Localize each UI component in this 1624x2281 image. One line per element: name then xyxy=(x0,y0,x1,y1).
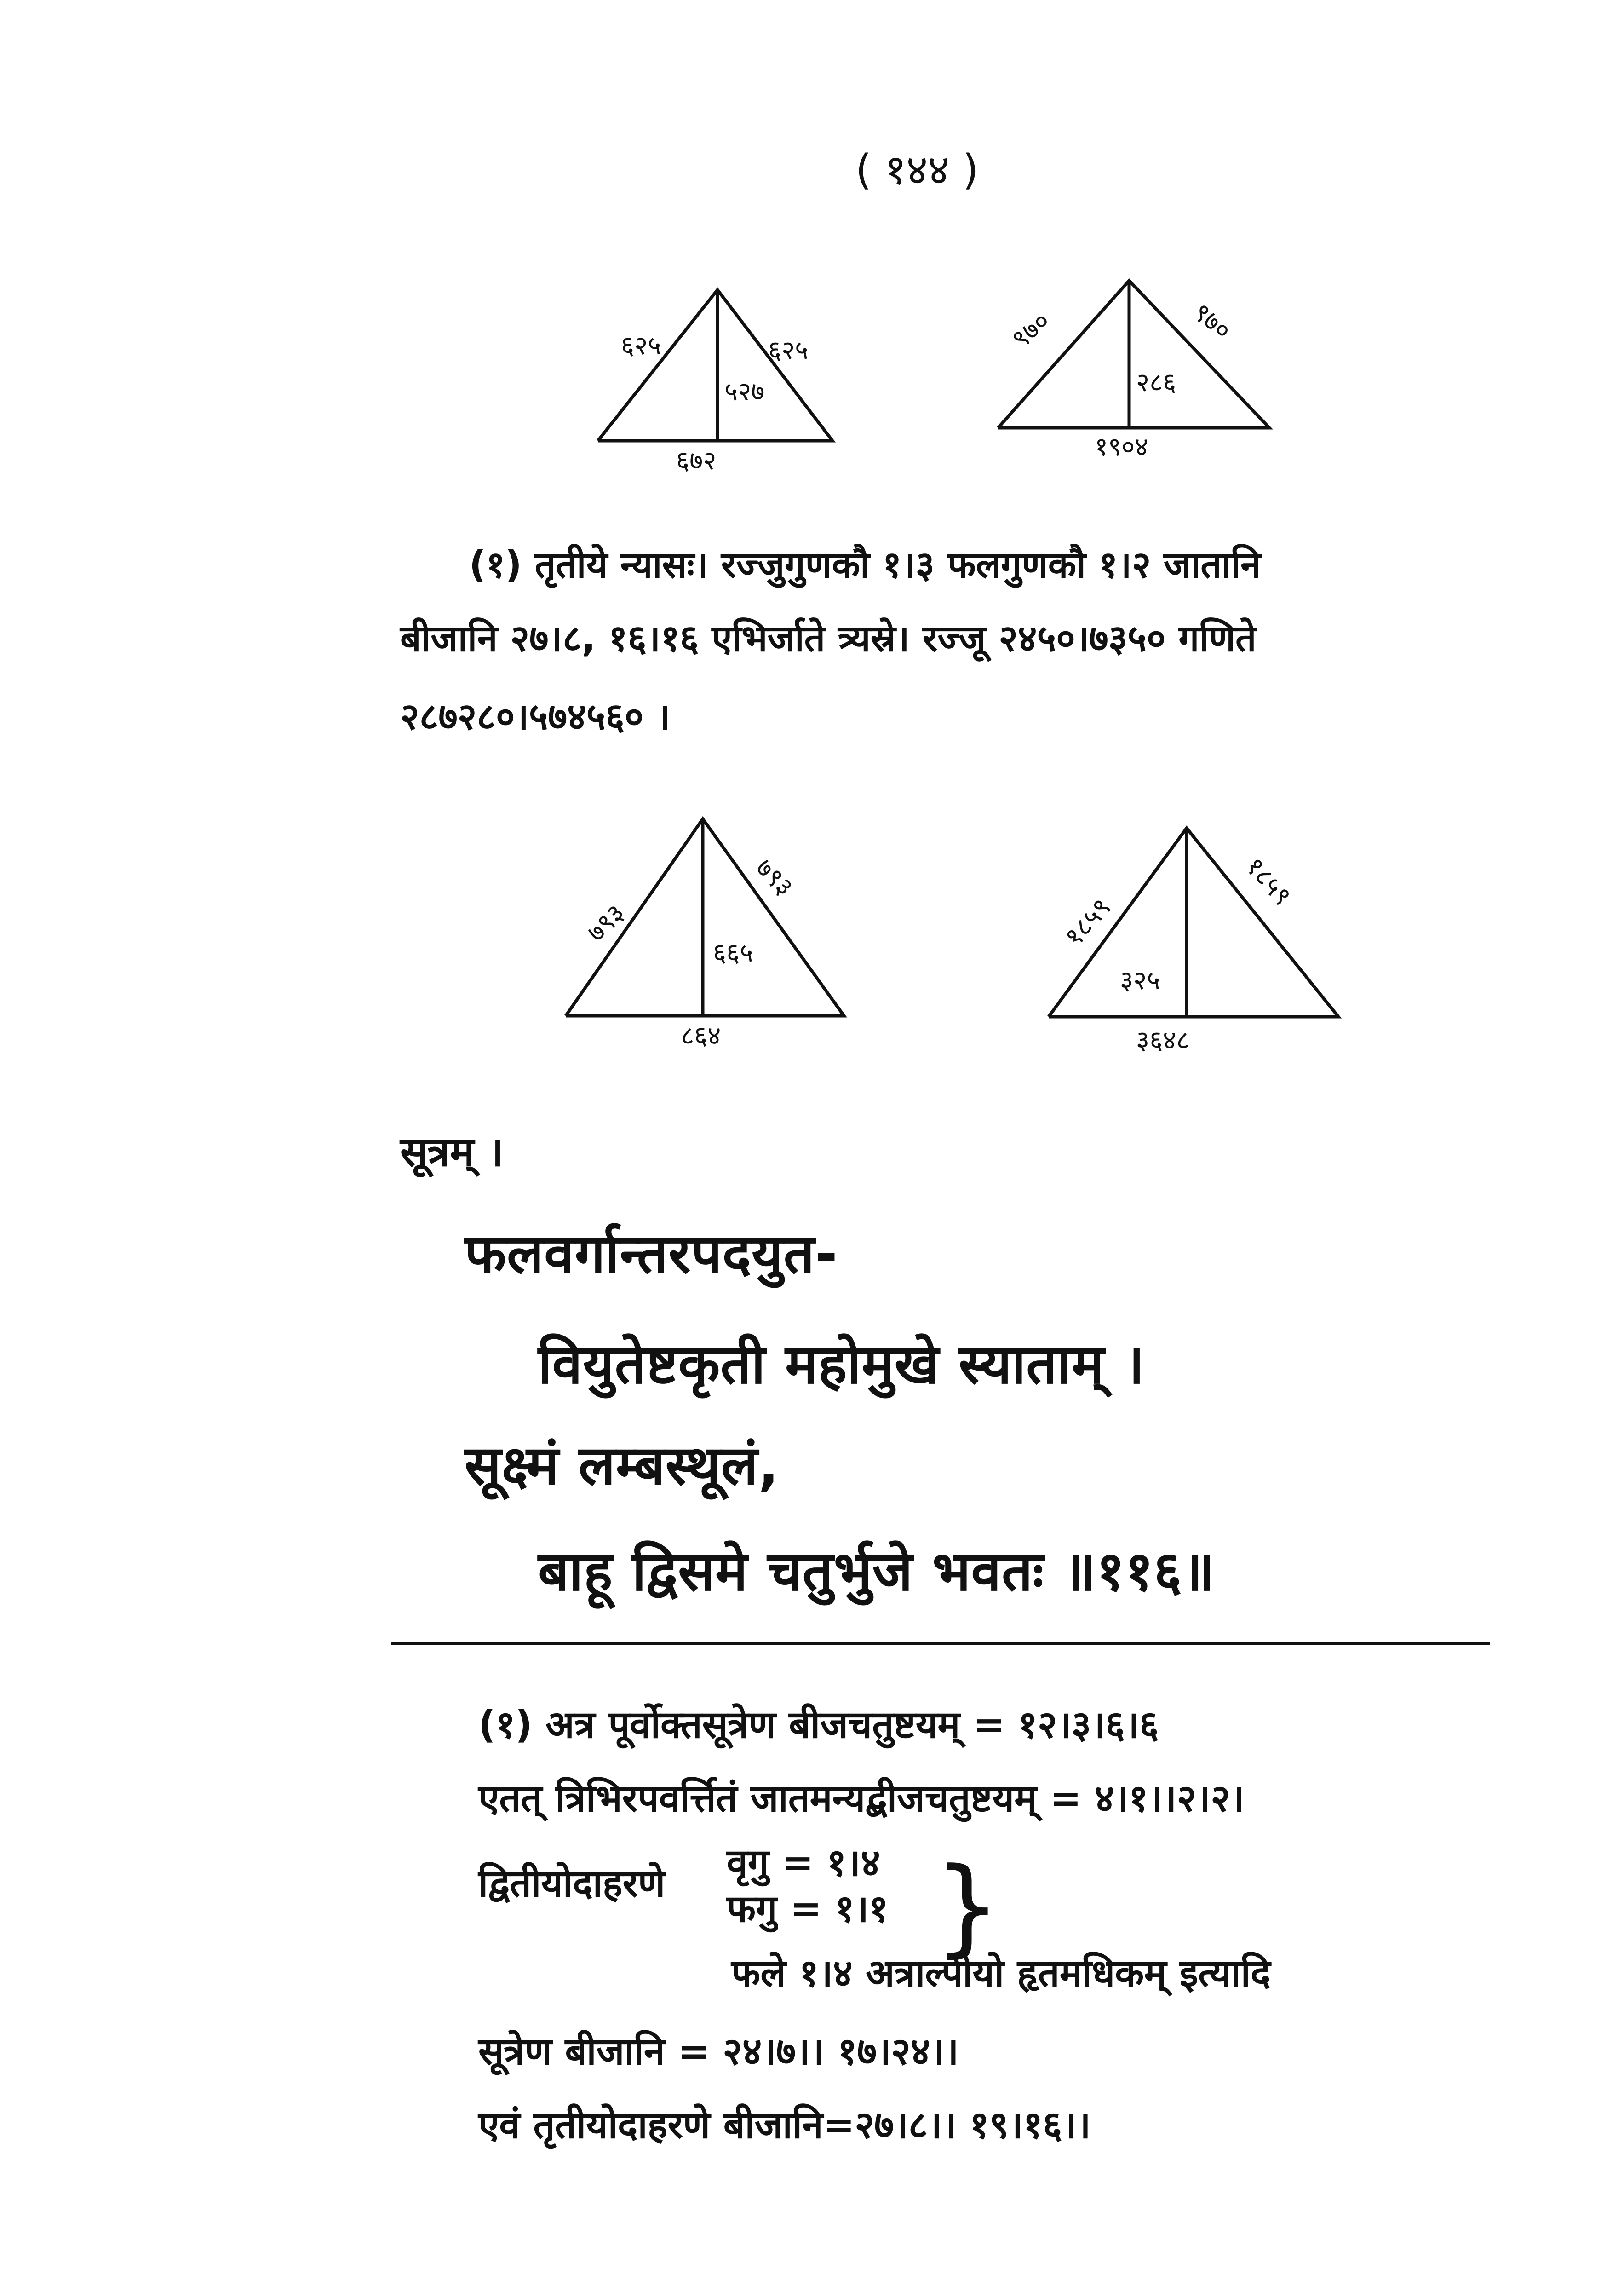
triangle-height-label: ५२७ xyxy=(724,377,765,407)
isosceles-triangle-figure-1 xyxy=(593,276,842,476)
isosceles-triangle-figure-3 xyxy=(561,810,855,1049)
triangle-side-label: ७९३ xyxy=(750,852,799,903)
verse-line: फलवर्गान्तरपदयुत- xyxy=(465,1222,838,1285)
triangle-height-label: ३२५ xyxy=(1120,966,1160,996)
footnote-line: वृगु = १।४ xyxy=(727,1841,880,1885)
triangle-base-label: १९०४ xyxy=(1095,432,1148,462)
page-number: ( १४४ ) xyxy=(855,146,979,194)
triangle-side-label: ९७० xyxy=(1006,305,1056,355)
triangle-side-label: ९७० xyxy=(1187,297,1237,346)
curly-brace: } xyxy=(934,1845,1001,1968)
triangle-height-label: २८६ xyxy=(1136,368,1176,397)
footnote-line: सूत्रेण बीजानि = २४।७।। १७।२४।। xyxy=(478,2030,959,2074)
isosceles-triangle-figure-2 xyxy=(989,271,1283,465)
triangle-base-label: ३६४८ xyxy=(1136,1025,1190,1055)
footnote-separator xyxy=(391,1642,1490,1645)
footnote-line: एवं तृतीयोदाहरणे बीजानि=२७।८।। १९।१६।। xyxy=(478,2103,1091,2147)
triangle-side-label: ६२५ xyxy=(621,331,661,361)
triangle-side-label: ६२५ xyxy=(768,335,809,365)
footnote-line: एतत् त्रिभिरपवर्त्तितं जातमन्यद्बीजचतुष्टयम् = ४।१।।२।२। xyxy=(478,1777,1245,1820)
triangle-side-label: १८५९ xyxy=(1059,892,1117,952)
triangle-base-label: ६७२ xyxy=(676,446,717,476)
sutra-heading: सूत्रम् । xyxy=(400,1128,504,1175)
footnote-line: (१) अत्र पूर्वोक्तसूत्रेण बीजचतुष्टयम् = १२।३।६।६ xyxy=(478,1703,1159,1747)
paragraph-line: २८७२८०।५७४५६० । xyxy=(400,695,671,738)
triangle-side-label: १८५९ xyxy=(1239,851,1297,911)
footnote-label: द्वितीयोदाहरणे xyxy=(478,1862,666,1906)
verse-line: वियुतेष्टकृती महोमुखे स्याताम् । xyxy=(538,1332,1145,1396)
triangle-side-label: ७९३ xyxy=(581,898,631,948)
paragraph-line: (१) तृतीये न्यासः। रज्जुगुणकौ १।३ फलगुणकौ १।२ जातानि xyxy=(469,543,1261,586)
footnote-line: फगु = १।१ xyxy=(727,1887,889,1931)
triangle-height-label: ६६५ xyxy=(713,938,753,968)
isosceles-triangle-figure-4 xyxy=(1035,819,1357,1058)
paragraph-line: बीजानि २७।८, १६।१६ एभिर्जाते त्र्यस्रे। रज्जू २४५०।७३५० गणिते xyxy=(400,617,1257,660)
verse-line: सूक्ष्मं लम्बस्थूलं, xyxy=(465,1434,780,1497)
verse-line: बाहू द्विसमे चतुर्भुजे भवतः ॥११६॥ xyxy=(538,1539,1216,1603)
footnote-line: फले १।४ अत्राल्पीयो हृतमधिकम् इत्यादि xyxy=(731,1952,1271,1995)
triangle-base-label: ८६४ xyxy=(681,1021,721,1051)
